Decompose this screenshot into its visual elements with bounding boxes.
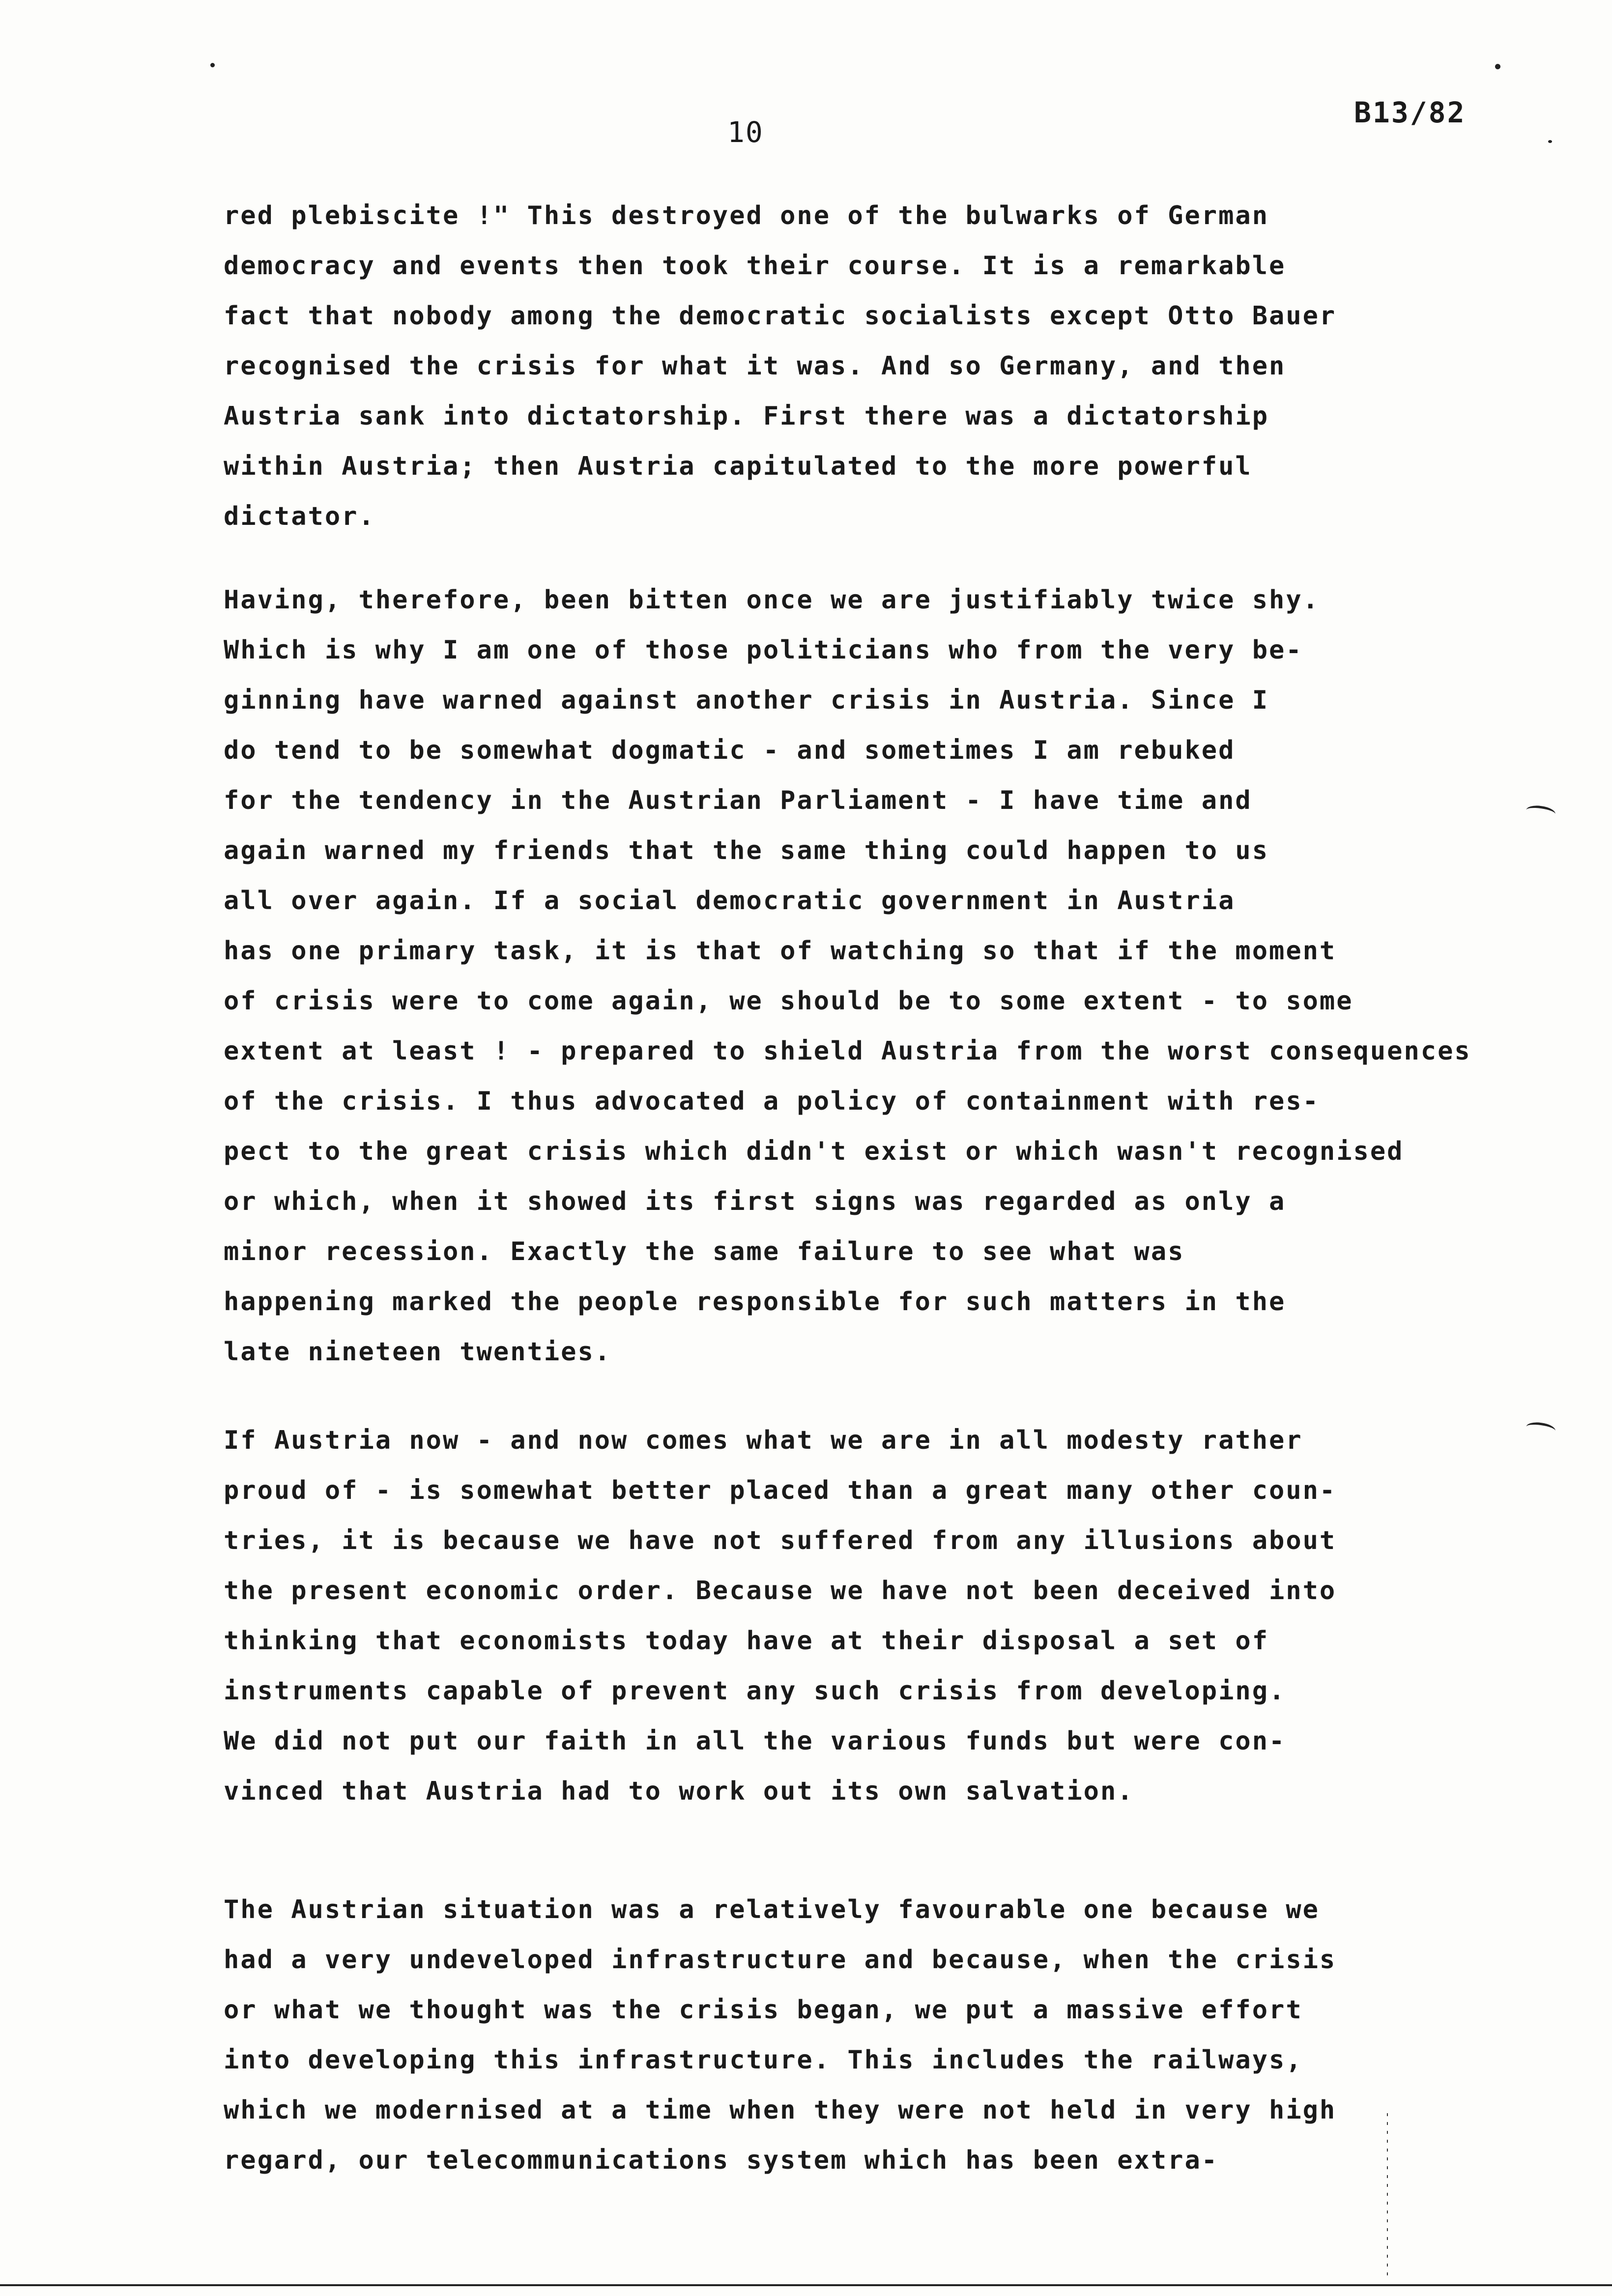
text-line: had a very undeveloped infrastructure and because, when the crisis (224, 1945, 1337, 1975)
text-line: for the tendency in the Austrian Parliament - I have time and (224, 786, 1252, 815)
text-line: of the crisis. I thus advocated a policy of containment with res- (224, 1087, 1320, 1116)
text-line: regard, our telecommunications system which has been extra- (224, 2146, 1219, 2175)
text-line: thinking that economists today have at their disposal a set of (224, 1626, 1269, 1656)
margin-mark (1526, 804, 1556, 820)
text-line: minor recession. Exactly the same failure to see what was (224, 1237, 1185, 1266)
text-line: of crisis were to come again, we should be to some extent - to some (224, 986, 1353, 1016)
text-line: do tend to be somewhat dogmatic - and sometimes I am rebuked (224, 736, 1236, 765)
text-line: fact that nobody among the democratic socialists except Otto Bauer (224, 301, 1337, 331)
scan-speck (1495, 64, 1500, 69)
document-reference: B13/82 (1354, 96, 1466, 129)
text-line: The Austrian situation was a relatively favourable one because we (224, 1895, 1320, 1924)
text-line: happening marked the people responsible for such matters in the (224, 1287, 1286, 1317)
text-line: Austria sank into dictatorship. First there was a dictatorship (224, 402, 1269, 431)
text-line: democracy and events then took their course. It is a remarkable (224, 251, 1286, 281)
text-line: Which is why I am one of those politicians who from the very be- (224, 635, 1303, 665)
text-line: has one primary task, it is that of watching so that if the moment (224, 936, 1337, 966)
text-line: pect to the great crisis which didn't exist or which wasn't recognised (224, 1137, 1404, 1166)
scan-edge-mark (1387, 2113, 1388, 2275)
text-line: tries, it is because we have not suffered from any illusions about (224, 1526, 1337, 1555)
text-line: recognised the crisis for what it was. And so Germany, and then (224, 351, 1286, 381)
text-line: extent at least ! - prepared to shield Austria from the worst consequences (224, 1036, 1471, 1066)
page-number: 10 (727, 115, 764, 149)
text-line: the present economic order. Because we have not been deceived into (224, 1576, 1337, 1606)
text-line: We did not put our faith in all the various funds but were con- (224, 1726, 1286, 1756)
text-line: which we modernised at a time when they were not held in very high (224, 2095, 1337, 2125)
text-line: ginning have warned against another crisis in Austria. Since I (224, 686, 1269, 715)
scan-speck (210, 63, 215, 67)
text-line: again warned my friends that the same thing could happen to us (224, 836, 1269, 865)
text-line: or what we thought was the crisis began, we put a massive effort (224, 1995, 1303, 2025)
text-line: vinced that Austria had to work out its own salvation. (224, 1777, 1134, 1806)
bottom-scan-edge (0, 2284, 1612, 2286)
text-line: Having, therefore, been bitten once we are justifiably twice shy. (224, 585, 1320, 615)
text-line: instruments capable of prevent any such crisis from developing. (224, 1676, 1286, 1706)
text-line: or which, when it showed its first signs was regarded as only a (224, 1187, 1286, 1216)
scan-speck (1548, 140, 1552, 143)
text-line: all over again. If a social democratic government in Austria (224, 886, 1236, 916)
text-line: red plebiscite !" This destroyed one of the bulwarks of German (224, 201, 1269, 230)
text-line: dictator. (224, 502, 375, 531)
text-line: within Austria; then Austria capitulated to the more powerful (224, 452, 1252, 481)
margin-mark (1526, 1421, 1556, 1437)
text-line: into developing this infrastructure. This includes the railways, (224, 2045, 1303, 2075)
text-line: If Austria now - and now comes what we are in all modesty rather (224, 1426, 1303, 1455)
text-line: proud of - is somewhat better placed than a great many other coun- (224, 1476, 1337, 1505)
text-line: late nineteen twenties. (224, 1337, 612, 1367)
